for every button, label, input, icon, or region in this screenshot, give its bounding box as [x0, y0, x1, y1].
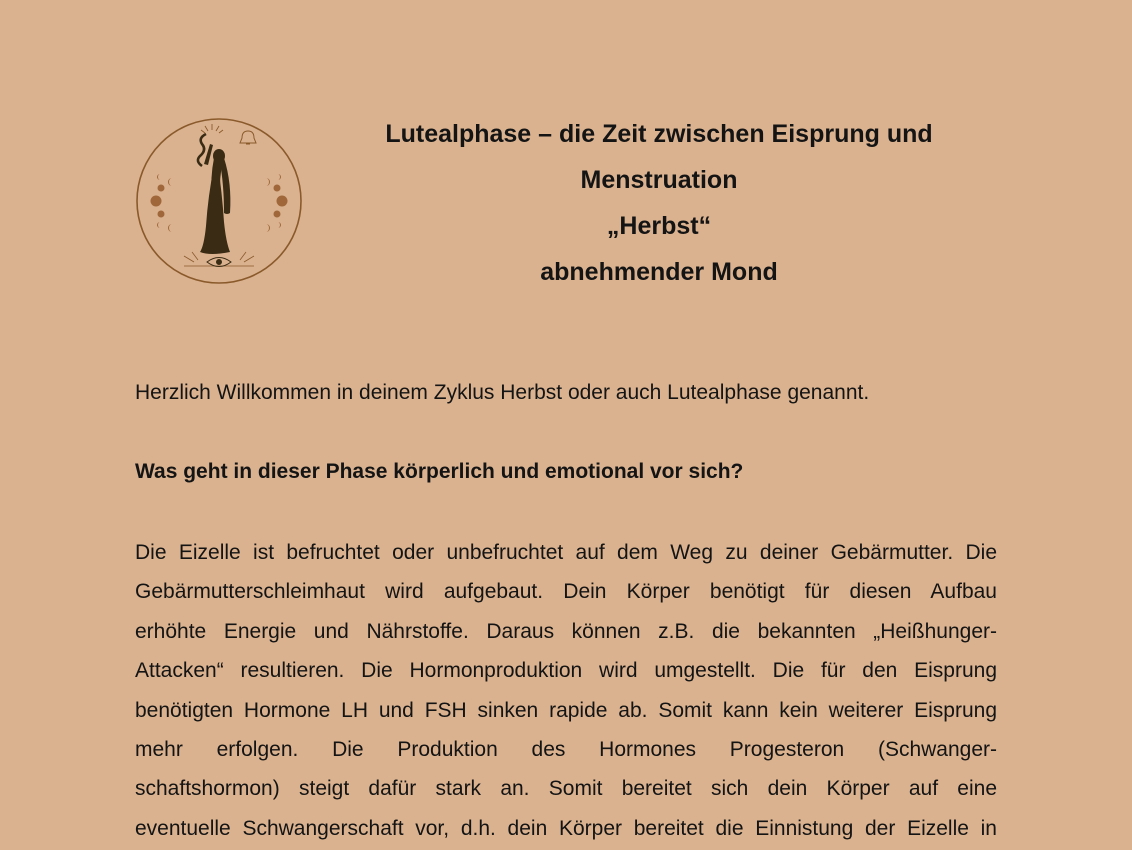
paragraph-line: mehr erfolgen. Die Produktion des Hormones Progesteron (Schwanger-: [135, 737, 997, 761]
title-line-4: abnehmender Mond: [540, 258, 778, 286]
paragraph-line: eventuelle Schwangerschaft vor, d.h. dein Körper bereitet die Einnistung der Eizelle in: [135, 816, 997, 840]
paragraph-line: Attacken“ resultieren. Die Hormonproduktion wird umgestellt. Die für den Eisprung: [135, 659, 997, 683]
bell-icon: [240, 131, 256, 144]
body-paragraph: [135, 533, 997, 848]
sun-rays-icon: [201, 124, 223, 133]
moon-phases-right-icon: [266, 174, 288, 232]
goddess-figure-icon: [198, 134, 230, 254]
eye-icon: [207, 258, 231, 267]
moon-phases-left-icon: [151, 174, 173, 232]
section-heading: Was geht in dieser Phase körperlich und emotional vor sich?: [135, 460, 744, 483]
goddess-moon-emblem-icon: [134, 116, 304, 286]
title-line-2: Menstruation: [580, 166, 738, 194]
welcome-text: Herzlich Willkommen in deinem Zyklus Herbst oder auch Lutealphase genannt.: [135, 381, 870, 404]
paragraph-line: benötigten Hormone LH und FSH sinken rapide ab. Somit kann kein weiterer Eisprung: [135, 698, 997, 722]
paragraph-line: Die Eizelle ist befruchtet oder unbefruchtet auf dem Weg zu deiner Gebärmutter. Die: [135, 541, 997, 564]
paragraph-line: schaftshormon) steigt dafür stark an. Somit bereitet sich dein Körper auf eine: [135, 777, 997, 801]
paragraph-line: Gebärmutterschleimhaut wird aufgebaut. Dein Körper benötigt für diesen Aufbau: [135, 580, 997, 604]
paragraph-line: erhöhte Energie und Nährstoffe. Daraus können z.B. die bekannten „Heißhunger-: [135, 619, 997, 643]
title-line-3: „Herbst“: [606, 212, 712, 240]
page-title: [355, 111, 963, 295]
title-line-1: Lutealphase – die Zeit zwischen Eisprung und: [385, 120, 933, 148]
